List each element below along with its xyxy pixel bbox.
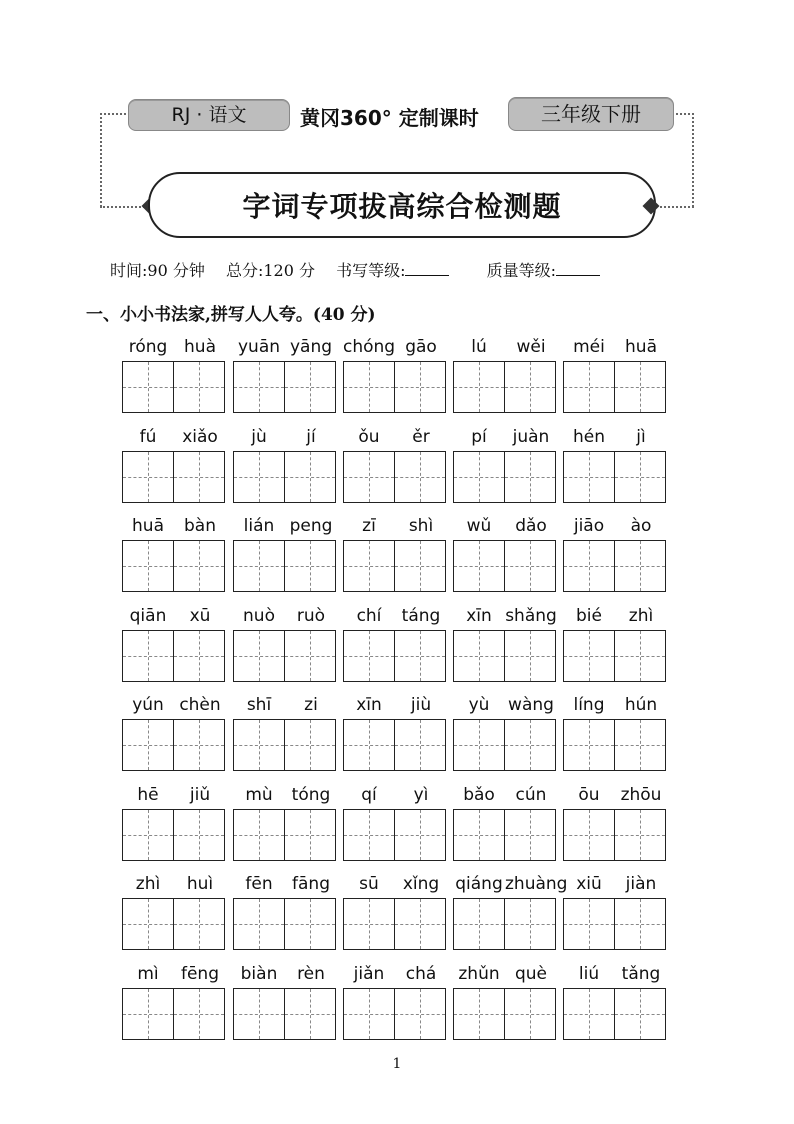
tianzige-cell[interactable] bbox=[233, 988, 285, 1040]
pinyin-label: pí bbox=[471, 426, 487, 447]
tianzige-cell[interactable] bbox=[343, 540, 395, 592]
tianzige-cell[interactable] bbox=[614, 719, 666, 771]
subject-pill: RJ · 语文 bbox=[128, 99, 290, 131]
tianzige-cell[interactable] bbox=[453, 451, 505, 503]
pinyin-label: jù bbox=[251, 426, 267, 447]
pinyin-label: táng bbox=[401, 605, 441, 626]
tianzige-cell[interactable] bbox=[504, 630, 556, 682]
tianzige-cell[interactable] bbox=[614, 898, 666, 950]
word-row bbox=[122, 784, 672, 874]
pinyin-label: wǔ bbox=[466, 516, 492, 536]
tianzige-cell[interactable] bbox=[394, 540, 446, 592]
word-row bbox=[122, 515, 672, 605]
word-row bbox=[122, 336, 672, 426]
pinyin-label: zi bbox=[304, 695, 318, 715]
tianzige-cell[interactable] bbox=[614, 809, 666, 861]
pinyin-label: jiāo bbox=[573, 516, 605, 536]
tianzige-cell[interactable] bbox=[394, 809, 446, 861]
pinyin-label: shǎng bbox=[505, 605, 557, 626]
pinyin-label: jiǎn bbox=[353, 963, 385, 984]
word-item bbox=[453, 426, 557, 516]
writing-grade-blank[interactable] bbox=[405, 259, 449, 276]
page-title: 字词专项拔高综合检测题 bbox=[148, 172, 656, 238]
word-item bbox=[343, 515, 447, 605]
pinyin-label: jiǔ bbox=[189, 784, 211, 805]
header-dotted-left-vertical bbox=[100, 113, 102, 207]
pinyin-label: zhǔn bbox=[458, 963, 500, 984]
pinyin-label: jiàn bbox=[625, 874, 657, 894]
word-item bbox=[343, 605, 447, 695]
pinyin-label: yù bbox=[468, 695, 490, 715]
tianzige-cell[interactable] bbox=[343, 451, 395, 503]
tianzige-cell[interactable] bbox=[504, 988, 556, 1040]
word-row bbox=[122, 426, 672, 516]
tianzige-cell[interactable] bbox=[284, 719, 336, 771]
tianzige-cell[interactable] bbox=[284, 898, 336, 950]
tianzige-cell[interactable] bbox=[343, 719, 395, 771]
tianzige-cell[interactable] bbox=[453, 540, 505, 592]
pinyin-label: peng bbox=[289, 516, 333, 536]
quality-grade-blank[interactable] bbox=[556, 259, 600, 276]
pinyin-label: lú bbox=[471, 337, 487, 357]
pinyin-label: bàn bbox=[184, 516, 216, 536]
tianzige-cell[interactable] bbox=[284, 809, 336, 861]
word-row bbox=[122, 963, 672, 1053]
word-item bbox=[233, 784, 337, 874]
pinyin-label: yāng bbox=[289, 337, 333, 357]
tianzige-cell[interactable] bbox=[343, 898, 395, 950]
pinyin-label: zī bbox=[362, 516, 376, 536]
pinyin-label: chóng bbox=[343, 337, 396, 357]
tianzige-cell[interactable] bbox=[343, 809, 395, 861]
tianzige-cell[interactable] bbox=[284, 451, 336, 503]
page-number: 1 bbox=[392, 1056, 402, 1072]
pinyin-label: jiù bbox=[410, 695, 432, 715]
pinyin-label: hén bbox=[572, 426, 605, 447]
word-item bbox=[122, 873, 226, 963]
word-item bbox=[453, 784, 557, 874]
pinyin-label: chèn bbox=[179, 695, 221, 715]
tianzige-cell[interactable] bbox=[504, 719, 556, 771]
pinyin-label: huā bbox=[625, 337, 657, 357]
pinyin-label: juàn bbox=[512, 426, 550, 447]
tianzige-cell[interactable] bbox=[173, 898, 225, 950]
word-item bbox=[343, 784, 447, 874]
header-dotted-right-vertical bbox=[692, 113, 694, 207]
writing-grade-label: 书写等级: bbox=[336, 261, 406, 280]
header-dotted-left-bottom bbox=[100, 206, 145, 208]
pinyin-label: chá bbox=[405, 963, 437, 984]
pinyin-label: mù bbox=[245, 784, 273, 805]
header-dotted-left bbox=[100, 113, 130, 115]
pinyin-label: shì bbox=[408, 516, 434, 536]
tianzige-cell[interactable] bbox=[233, 719, 285, 771]
pinyin-label: lián bbox=[243, 516, 275, 536]
pinyin-label: qiáng bbox=[455, 874, 503, 894]
pinyin-label: fú bbox=[139, 426, 157, 447]
pinyin-label: huì bbox=[186, 874, 214, 894]
pinyin-label: hē bbox=[137, 784, 159, 805]
tianzige-cell[interactable] bbox=[394, 361, 446, 413]
word-item bbox=[563, 426, 667, 516]
tianzige-cell[interactable] bbox=[284, 988, 336, 1040]
tianzige-cell[interactable] bbox=[173, 988, 225, 1040]
pinyin-label: xiǎo bbox=[182, 426, 218, 447]
tianzige-cell[interactable] bbox=[563, 809, 615, 861]
word-item bbox=[122, 784, 226, 874]
writing-grade bbox=[336, 261, 465, 280]
word-item bbox=[122, 515, 226, 605]
word-item bbox=[233, 515, 337, 605]
pinyin-label: qiān bbox=[129, 605, 167, 626]
tianzige-cell[interactable] bbox=[453, 361, 505, 413]
quality-grade bbox=[487, 261, 616, 280]
pinyin-label: jì bbox=[636, 426, 646, 447]
tianzige-cell[interactable] bbox=[122, 540, 174, 592]
tianzige-cell[interactable] bbox=[563, 361, 615, 413]
word-row bbox=[122, 605, 672, 695]
tianzige-cell[interactable] bbox=[173, 809, 225, 861]
pinyin-label: bié bbox=[576, 605, 602, 626]
tianzige-cell[interactable] bbox=[614, 988, 666, 1040]
pinyin-label: biàn bbox=[240, 963, 278, 984]
tianzige-cell[interactable] bbox=[614, 361, 666, 413]
pinyin-label: xiū bbox=[576, 874, 602, 894]
tianzige-cell[interactable] bbox=[394, 630, 446, 682]
pinyin-label: xū bbox=[189, 605, 211, 626]
tianzige-cell[interactable] bbox=[504, 898, 556, 950]
pinyin-label: róng bbox=[128, 337, 168, 357]
word-item bbox=[122, 694, 226, 784]
word-item bbox=[122, 605, 226, 695]
pinyin-label: fēn bbox=[245, 874, 273, 894]
tianzige-cell[interactable] bbox=[504, 809, 556, 861]
tianzige-cell[interactable] bbox=[343, 361, 395, 413]
pinyin-label: wàng bbox=[508, 695, 554, 715]
pinyin-label: bǎo bbox=[463, 784, 495, 805]
word-item bbox=[343, 694, 447, 784]
tianzige-cell[interactable] bbox=[563, 719, 615, 771]
pinyin-label: gāo bbox=[405, 337, 437, 357]
grade-pill: 三年级下册 bbox=[508, 97, 674, 131]
header-dotted-right bbox=[672, 113, 694, 115]
pinyin-label: tǎng bbox=[621, 963, 661, 984]
word-item bbox=[563, 963, 667, 1053]
tianzige-cell[interactable] bbox=[614, 540, 666, 592]
question-title: 一、小小书法家,拼写人人夸。(40 分) bbox=[86, 305, 376, 325]
tianzige-cell[interactable] bbox=[173, 630, 225, 682]
tianzige-cell[interactable] bbox=[343, 988, 395, 1040]
pinyin-label: wěi bbox=[516, 337, 546, 357]
tianzige-cell[interactable] bbox=[173, 540, 225, 592]
tianzige-cell[interactable] bbox=[233, 630, 285, 682]
tianzige-cell[interactable] bbox=[122, 630, 174, 682]
word-item bbox=[343, 426, 447, 516]
pinyin-label: huā bbox=[132, 516, 164, 536]
header-dotted-right-bottom bbox=[655, 206, 694, 208]
word-item bbox=[563, 873, 667, 963]
word-item bbox=[122, 336, 226, 426]
tianzige-cell[interactable] bbox=[122, 451, 174, 503]
tianzige-cell[interactable] bbox=[453, 809, 505, 861]
tianzige-cell[interactable] bbox=[173, 451, 225, 503]
word-item bbox=[563, 694, 667, 784]
pinyin-label: liú bbox=[578, 963, 600, 984]
pinyin-label: fēng bbox=[180, 963, 219, 984]
tianzige-cell[interactable] bbox=[233, 809, 285, 861]
word-item bbox=[453, 605, 557, 695]
pinyin-label: shī bbox=[246, 695, 272, 715]
tianzige-cell[interactable] bbox=[233, 898, 285, 950]
exam-time: 时间:90 分钟 bbox=[110, 261, 205, 280]
word-item bbox=[453, 873, 568, 963]
tianzige-cell[interactable] bbox=[122, 898, 174, 950]
pinyin-label: ǒu bbox=[358, 426, 380, 447]
tianzige-cell[interactable] bbox=[563, 451, 615, 503]
pinyin-label: ōu bbox=[578, 784, 600, 805]
pinyin-label: tóng bbox=[291, 784, 331, 805]
pinyin-label: ěr bbox=[412, 426, 430, 447]
pinyin-label: xīn bbox=[356, 695, 382, 715]
tianzige-cell[interactable] bbox=[563, 630, 615, 682]
word-item bbox=[343, 963, 447, 1053]
pinyin-label: huà bbox=[184, 337, 216, 357]
tianzige-cell[interactable] bbox=[284, 540, 336, 592]
word-item bbox=[453, 963, 557, 1053]
series-name: 黄冈360° 定制课时 bbox=[300, 106, 479, 130]
pinyin-label: hún bbox=[624, 695, 658, 715]
pinyin-label: xǐng bbox=[402, 874, 440, 894]
word-item bbox=[563, 336, 667, 426]
tianzige-cell[interactable] bbox=[614, 451, 666, 503]
exam-total: 总分:120 分 bbox=[225, 261, 315, 280]
word-item bbox=[453, 694, 557, 784]
page-header bbox=[0, 0, 794, 240]
word-item bbox=[122, 426, 226, 516]
word-item bbox=[343, 873, 447, 963]
tianzige-cell[interactable] bbox=[453, 719, 505, 771]
pinyin-label: sū bbox=[359, 874, 379, 894]
tianzige-cell[interactable] bbox=[394, 988, 446, 1040]
pinyin-label: rèn bbox=[297, 963, 325, 984]
tianzige-cell[interactable] bbox=[563, 540, 615, 592]
pinyin-label: zhōu bbox=[620, 784, 662, 805]
tianzige-cell[interactable] bbox=[122, 988, 174, 1040]
tianzige-cell[interactable] bbox=[504, 540, 556, 592]
word-item bbox=[343, 336, 447, 426]
pinyin-label: yuān bbox=[237, 337, 281, 357]
tianzige-cell[interactable] bbox=[563, 988, 615, 1040]
tianzige-cell[interactable] bbox=[453, 630, 505, 682]
tianzige-cell[interactable] bbox=[284, 361, 336, 413]
pinyin-label: chí bbox=[356, 605, 382, 626]
word-item bbox=[122, 963, 226, 1053]
word-item bbox=[453, 336, 557, 426]
tianzige-cell[interactable] bbox=[394, 719, 446, 771]
quality-grade-label: 质量等级: bbox=[486, 261, 556, 280]
word-item bbox=[453, 515, 557, 605]
word-row bbox=[122, 694, 672, 784]
tianzige-cell[interactable] bbox=[504, 361, 556, 413]
tianzige-cell[interactable] bbox=[563, 898, 615, 950]
word-row bbox=[122, 873, 672, 963]
pinyin-label: dǎo bbox=[515, 516, 547, 536]
tianzige-cell[interactable] bbox=[614, 630, 666, 682]
pinyin-label: jí bbox=[306, 426, 316, 447]
pinyin-label: zhì bbox=[135, 874, 161, 894]
tianzige-cell[interactable] bbox=[394, 898, 446, 950]
pinyin-label: xīn bbox=[466, 605, 492, 626]
pinyin-label: méi bbox=[573, 337, 605, 357]
word-item bbox=[563, 515, 667, 605]
tianzige-cell[interactable] bbox=[504, 451, 556, 503]
exam-meta bbox=[110, 258, 710, 281]
word-item bbox=[233, 605, 337, 695]
word-item bbox=[233, 873, 337, 963]
pinyin-label: què bbox=[514, 963, 548, 984]
word-item bbox=[233, 426, 337, 516]
pinyin-label: zhuàng bbox=[505, 874, 568, 894]
tianzige-cell[interactable] bbox=[343, 630, 395, 682]
pinyin-label: ào bbox=[630, 516, 652, 536]
pinyin-label: líng bbox=[573, 695, 605, 715]
pinyin-label: fāng bbox=[292, 874, 330, 894]
word-item bbox=[233, 963, 337, 1053]
word-item bbox=[563, 784, 667, 874]
word-item bbox=[563, 605, 667, 695]
tianzige-cell[interactable] bbox=[233, 361, 285, 413]
tianzige-cell[interactable] bbox=[122, 361, 174, 413]
pinyin-label: cún bbox=[515, 784, 547, 805]
tianzige-cell[interactable] bbox=[233, 540, 285, 592]
word-item bbox=[233, 694, 337, 784]
tianzige-cell[interactable] bbox=[453, 898, 505, 950]
tianzige-cell[interactable] bbox=[122, 719, 174, 771]
tianzige-cell[interactable] bbox=[173, 719, 225, 771]
pinyin-label: nuò bbox=[243, 605, 275, 626]
pinyin-label: ruò bbox=[296, 605, 326, 626]
pinyin-label: yún bbox=[132, 695, 164, 715]
tianzige-cell[interactable] bbox=[453, 988, 505, 1040]
pinyin-label: yì bbox=[413, 784, 429, 805]
tianzige-cell[interactable] bbox=[284, 630, 336, 682]
tianzige-cell[interactable] bbox=[394, 451, 446, 503]
word-item bbox=[233, 336, 337, 426]
tianzige-cell[interactable] bbox=[173, 361, 225, 413]
pinyin-label: qí bbox=[361, 784, 377, 805]
pinyin-label: zhì bbox=[628, 605, 654, 626]
pinyin-label: mì bbox=[137, 963, 159, 984]
tianzige-cell[interactable] bbox=[233, 451, 285, 503]
tianzige-cell[interactable] bbox=[122, 809, 174, 861]
